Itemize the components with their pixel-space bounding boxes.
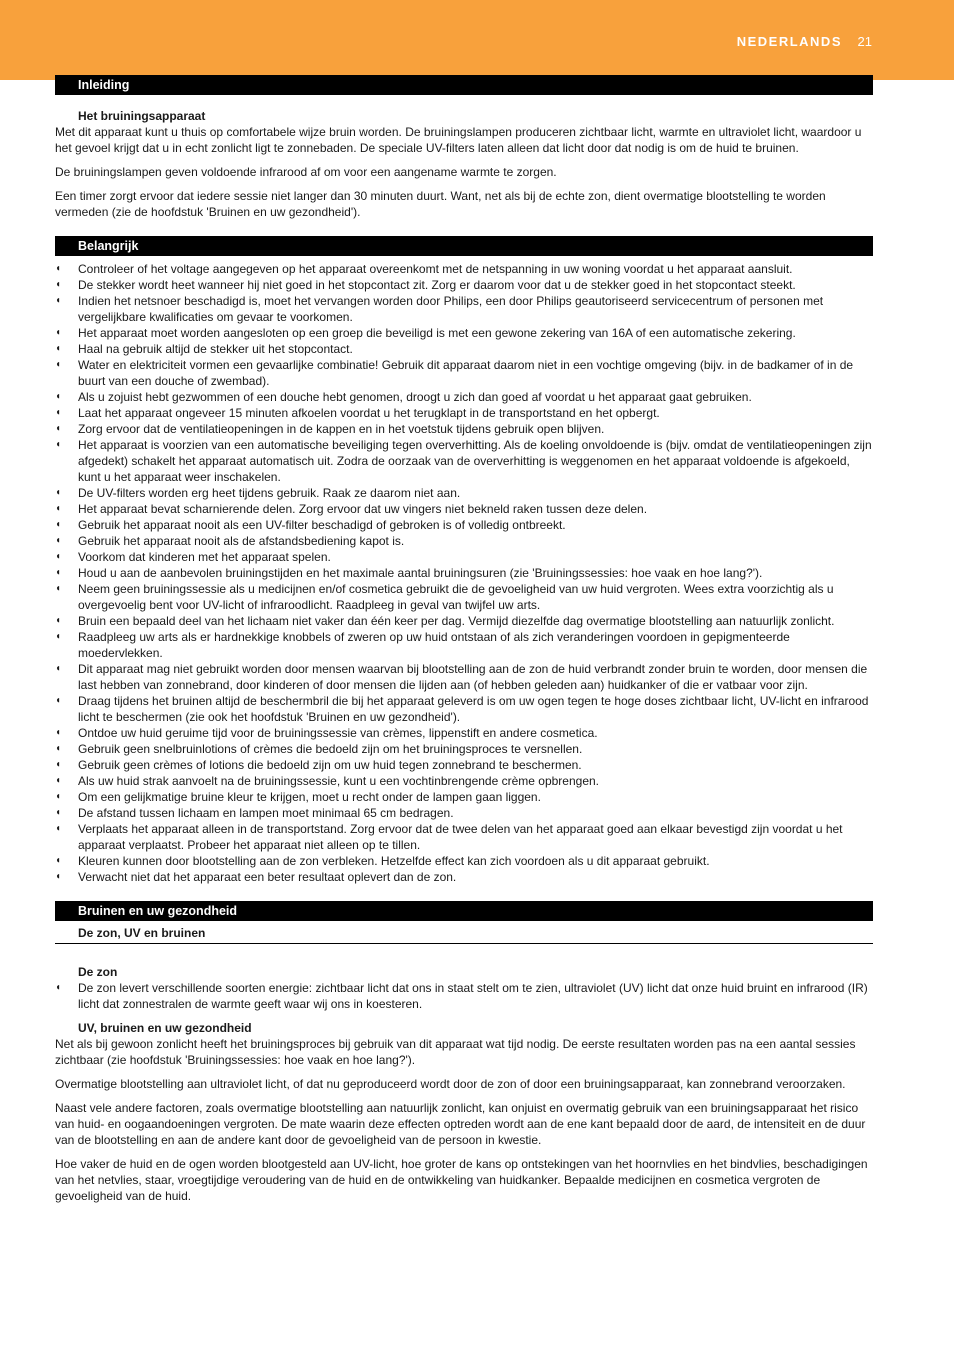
bullet-icon: ◖ xyxy=(55,279,62,290)
paragraph: Overmatige blootstelling aan ultraviolet licht, of dat nu geproduceerd wordt door de zon of door een bruiningsapparaat, kan zonnebrand veroorzaken. xyxy=(55,1077,846,1091)
list-item-text: Het apparaat bevat scharnierende delen. Zorg ervoor dat uw vingers niet bekneld raken tussen deze delen. xyxy=(78,502,648,516)
list-item-text: Bruin een bepaald deel van het lichaam niet vaker dan één keer per dag. Vermijd diezelfde dag overmatige blootstelling aan natuurlijk zonlicht. xyxy=(78,614,835,628)
list-item-text: Gebruik het apparaat nooit als de afstandsbediening kapot is. xyxy=(78,534,405,548)
list-item xyxy=(55,421,873,437)
bullet-icon: ◖ xyxy=(55,695,62,706)
language-label: NEDERLANDS xyxy=(736,34,842,49)
bullet-icon: ◖ xyxy=(55,423,62,434)
paragraph: Naast vele andere factoren, zoals overmatige blootstelling aan natuurlijk zonlicht, kan onjuist en overmatig gebruik van een bruiningsapparaat het risico van huid- en oogaandoeningen vergroten. De mate waarin deze effecten optreden wordt aan de ene kant bepaald door de aard, de intensiteit en de duur van de blootstelling en aan de andere kant door de gevoeligheid van de persoon in kwestie. xyxy=(55,1101,866,1147)
list-item-text: Verplaats het apparaat alleen in de transportstand. Zorg ervoor dat de twee delen van het apparaat goed aan elkaar bevestigd zijn voordat u het apparaat verplaatst. Probeer het apparaat niet alleen op te tillen. xyxy=(78,822,843,852)
list-item xyxy=(55,805,873,821)
list-item-text: Haal na gebruik altijd de stekker uit het stopcontact. xyxy=(78,342,353,356)
list-item-text: Verwacht niet dat het apparaat een beter resultaat oplevert dan de zon. xyxy=(78,870,457,884)
list-item xyxy=(55,357,873,389)
list-item xyxy=(55,821,873,853)
bullet-icon: ◖ xyxy=(55,567,62,578)
list-item xyxy=(55,789,873,805)
section-heading-gezondheid: Bruinen en uw gezondheid xyxy=(55,901,873,921)
list-item-text: De zon levert verschillende soorten energie: zichtbaar licht dat ons in staat stelt om te zien, ultraviolet (UV) licht dat onze huid bruint en infrarood (IR) licht dat zonnestralen de warmte geeft waar wij ons in koesteren. xyxy=(78,981,868,1011)
bullet-icon: ◖ xyxy=(55,503,62,514)
subheading-uv-bruinen: UV, bruinen en uw gezondheid xyxy=(78,1021,252,1035)
list-item xyxy=(55,293,873,325)
bullet-icon: ◖ xyxy=(55,615,62,626)
list-item xyxy=(55,533,873,549)
subheading-de-zon: De zon xyxy=(78,965,118,979)
bullet-icon: ◖ xyxy=(55,855,62,866)
list-item-text: Controleer of het voltage aangegeven op het apparaat overeenkomt met de netspanning in uw woning voordat u het apparaat aansluit. xyxy=(78,262,793,276)
bullet-icon: ◖ xyxy=(55,775,62,786)
list-item-text: Als uw huid strak aanvoelt na de bruiningssessie, kunt u een vochtinbrengende crème opbrengen. xyxy=(78,774,599,788)
list-item-text: De stekker wordt heet wanneer hij niet goed in het stopcontact zit. Zorg er daarom voor dat u de stekker goed in het stopcontact steekt. xyxy=(78,278,796,292)
list-item xyxy=(55,405,873,421)
list-item-text: Als u zojuist hebt gezwommen of een douche hebt genomen, droogt u zich dan goed af voordat u het apparaat gaat gebruiken. xyxy=(78,390,752,404)
list-item xyxy=(55,613,873,629)
section-heading-inleiding: Inleiding xyxy=(55,75,873,95)
paragraph: Een timer zorgt ervoor dat iedere sessie niet langer dan 30 minuten duurt. Want, net als bij de echte zon, dient overmatige blootstelling te worden vermeden (zie de hoofdstuk 'Bruinen en uw gezondheid'). xyxy=(55,189,826,219)
list-item-text: Gebruik geen crèmes of lotions die bedoeld zijn om uw huid tegen zonnebrand te beschermen. xyxy=(78,758,582,772)
paragraph: Net als bij gewoon zonlicht heeft het bruiningsproces bij gebruik van dit apparaat wat tijd nodig. De eerste resultaten worden pas na een aantal sessies zichtbaar (zie hoofdstuk 'Bruiningssessies: hoe vaak en hoe lang?'). xyxy=(55,1037,856,1067)
bullet-icon: ◖ xyxy=(55,263,62,274)
list-item xyxy=(55,853,873,869)
bullet-icon: ◖ xyxy=(55,663,62,674)
list-item xyxy=(55,741,873,757)
list-item-text: Water en elektriciteit vormen een gevaarlijke combinatie! Gebruik dit apparaat daarom niet in een vochtige omgeving (bijv. in de badkamer of in de buurt van een douche of zwembad). xyxy=(78,358,854,388)
list-item-text: Raadpleeg uw arts als er hardnekkige knobbels of zweren op uw huid ontstaan of als zich veranderingen voordoen in gepigmenteerde moedervlekken. xyxy=(78,630,790,660)
list-item xyxy=(55,261,873,277)
bullet-icon: ◖ xyxy=(55,327,62,338)
list-item xyxy=(55,869,873,885)
paragraph: Met dit apparaat kunt u thuis op comfortabele wijze bruin worden. De bruiningslampen produceren zichtbaar licht, warmte en ultraviolet licht, waardoor u het gevoel krijgt dat u in echt zonlicht ligt te zonnebaden. De speciale UV-filters laten alleen dat licht door dat nodig is om de huid te bruinen. xyxy=(55,125,862,155)
bullet-icon: ◖ xyxy=(55,343,62,354)
section-heading-belangrijk: Belangrijk xyxy=(55,236,873,256)
bullet-icon: ◖ xyxy=(55,743,62,754)
bullet-icon: ◖ xyxy=(55,823,62,834)
subheading-bruiningsapparaat: Het bruiningsapparaat xyxy=(78,109,206,123)
bullet-icon: ◖ xyxy=(55,631,62,642)
list-item xyxy=(55,277,873,293)
list-item-text: Om een gelijkmatige bruine kleur te krijgen, moet u recht onder de lampen gaan liggen. xyxy=(78,790,541,804)
list-item-text: Gebruik geen snelbruinlotions of crèmes die bedoeld zijn om het bruiningsproces te versnellen. xyxy=(78,742,583,756)
list-item xyxy=(55,389,873,405)
list-item xyxy=(55,773,873,789)
list-item xyxy=(55,325,873,341)
subheading-zon-uv-bruinen: De zon, UV en bruinen xyxy=(55,925,873,944)
list-item xyxy=(55,549,873,565)
bullet-icon: ◖ xyxy=(55,407,62,418)
list-item-text: Ontdoe uw huid geruime tijd voor de bruiningssessie van crèmes, lippenstift en andere cosmetica. xyxy=(78,726,598,740)
bullet-icon: ◖ xyxy=(55,551,62,562)
list-item-text: De UV-filters worden erg heet tijdens gebruik. Raak ze daarom niet aan. xyxy=(78,486,461,500)
list-item xyxy=(55,661,873,693)
page-number: 21 xyxy=(857,34,872,49)
list-item-text: Gebruik het apparaat nooit als een UV-filter beschadigd of gebroken is of volledig ontbreekt. xyxy=(78,518,566,532)
list-item-text: Indien het netsnoer beschadigd is, moet het vervangen worden door Philips, een door Philips geautoriseerd servicecentrum of personen met vergelijkbare kwalificaties om gevaar te voorkomen. xyxy=(78,294,824,324)
paragraph: Hoe vaker de huid en de ogen worden blootgesteld aan UV-licht, hoe groter de kans op ontstekingen van het hoornvlies en het bindvlies, beschadigingen van het netvlies, staar, vroegtijdige veroudering van de huid en de ontwikkeling van huidkanker. Bepaalde medicijnen en cosmetica vergroten de gevoeligheid van de huid. xyxy=(55,1157,868,1203)
bullet-icon: ◖ xyxy=(55,359,62,370)
paragraph: De bruiningslampen geven voldoende infrarood af om voor een aangename warmte te zorgen. xyxy=(55,165,557,179)
bullet-icon: ◖ xyxy=(55,391,62,402)
list-item-text: Laat het apparaat ongeveer 15 minuten afkoelen voordat u het terugklapt in de transportstand en het opbergt. xyxy=(78,406,660,420)
list-item xyxy=(55,629,873,661)
list-item xyxy=(55,437,873,485)
bullet-icon: ◖ xyxy=(55,727,62,738)
bullet-icon: ◖ xyxy=(55,535,62,546)
list-item xyxy=(55,517,873,533)
zon-list xyxy=(55,980,873,1012)
belangrijk-list xyxy=(55,261,873,885)
bullet-icon: ◖ xyxy=(55,871,62,882)
list-item-text: Het apparaat moet worden aangesloten op een groep die beveiligd is met een gewone zekering van 16A of een automatische zekering. xyxy=(78,326,796,340)
list-item xyxy=(55,757,873,773)
bullet-icon: ◖ xyxy=(55,487,62,498)
bullet-icon: ◖ xyxy=(55,439,62,450)
list-item-text: Voorkom dat kinderen met het apparaat spelen. xyxy=(78,550,331,564)
list-item-text: Zorg ervoor dat de ventilatieopeningen in de kappen en in het voetstuk tijdens gebruik open blijven. xyxy=(78,422,605,436)
list-item-text: Houd u aan de aanbevolen bruiningstijden en het maximale aantal bruiningsuren (zie 'Bruiningssessies: hoe vaak en hoe lang?'). xyxy=(78,566,763,580)
bullet-icon: ◖ xyxy=(55,583,62,594)
list-item xyxy=(55,485,873,501)
list-item-text: Het apparaat is voorzien van een automatische beveiliging tegen oververhitting. Als de koeling onvoldoende is (bijv. omdat de ventilatieopeningen zijn afgedekt) schakelt het apparaat automatisch uit. Zodra de oorzaak van de oververhitting is weggenomen en het apparaat voldoende is afgekoeld, kunt u het apparaat weer inschakelen. xyxy=(78,438,872,484)
header-bar xyxy=(0,0,954,80)
list-item xyxy=(55,693,873,725)
list-item xyxy=(55,980,873,1012)
page-content xyxy=(55,75,873,1212)
bullet-icon: ◖ xyxy=(55,759,62,770)
list-item xyxy=(55,565,873,581)
list-item-text: Kleuren kunnen door blootstelling aan de zon verbleken. Hetzelfde effect kan zich voordoen als u dit apparaat gebruikt. xyxy=(78,854,710,868)
list-item-text: De afstand tussen lichaam en lampen moet minimaal 65 cm bedragen. xyxy=(78,806,454,820)
bullet-icon: ◖ xyxy=(55,791,62,802)
bullet-icon: ◖ xyxy=(55,807,62,818)
list-item-text: Neem geen bruiningssessie als u medicijnen en/of cosmetica gebruikt die de gevoeligheid van uw huid vergroten. Wees extra voorzichtig als u overgevoelig bent voor UV-licht of infraroodlicht. Raadpleeg in geval van twijfel uw arts. xyxy=(78,582,834,612)
bullet-icon: ◖ xyxy=(55,519,62,530)
bullet-icon: ◖ xyxy=(55,982,62,993)
list-item xyxy=(55,725,873,741)
bullet-icon: ◖ xyxy=(55,295,62,306)
list-item-text: Dit apparaat mag niet gebruikt worden door mensen waarvan bij blootstelling aan de zon de huid verbrandt zonder bruin te worden, door mensen die last hebben van zonnebrand, door kinderen of door mensen die lijden aan (of hebben geleden aan) huidkanker of die er vatbaar voor zijn. xyxy=(78,662,868,692)
list-item xyxy=(55,501,873,517)
list-item xyxy=(55,341,873,357)
list-item-text: Draag tijdens het bruinen altijd de beschermbril die bij het apparaat geleverd is om uw ogen tegen te hoge doses zichtbaar licht, UV-licht en infrarood licht te beschermen (zie ook het hoofdstuk 'Bruinen en uw gezondheid'). xyxy=(78,694,869,724)
list-item xyxy=(55,581,873,613)
